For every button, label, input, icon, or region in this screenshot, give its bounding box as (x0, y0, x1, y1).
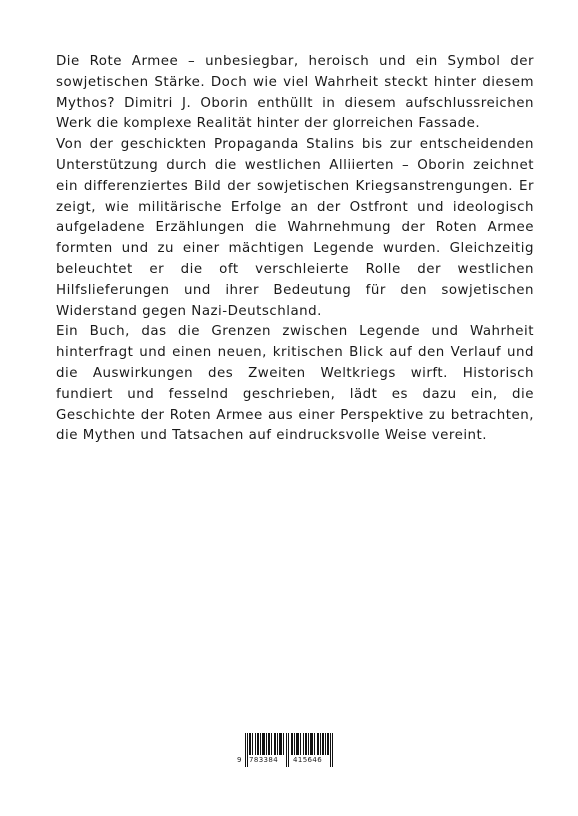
blurb-paragraph-3: Ein Buch, das die Grenzen zwischen Legende und Wahrheit hinterfragt und einen neuen, kritischen Blick auf den Verlauf und die Auswirkungen des Zweiten Weltkriegs wirft. Historisch fundiert und fesselnd geschrieben, lädt es dazu ein, die Geschichte der Roten Armee aus einer Perspektive zu betrachten, die Mythen und Tatsachen auf eindrucksvolle Weise vereint. (56, 324, 534, 444)
barcode-bars (237, 733, 341, 771)
isbn-barcode (237, 733, 341, 771)
barcode-first-digit: 9 (237, 756, 242, 764)
barcode-right-digits: 415646 (293, 756, 323, 764)
blurb-text (56, 52, 534, 447)
blurb-paragraph-1: Die Rote Armee – unbesiegbar, heroisch und ein Symbol der sowjetischen Stärke. Doch wie viel Wahrheit steckt hinter diesem Mythos? Dimitri J. Oborin enthüllt in diesem aufschlussreichen Werk die komplexe Realität hinter der glorreichen Fassade. (56, 54, 534, 132)
blurb-paragraph-2: Von der geschickten Propaganda Stalins bis zur entscheidenden Unterstützung durch die westlichen Alliierten – Oborin zeichnet ein differenziertes Bild der sowjetischen Kriegsanstrengungen. Er zeigt, wie militärische Erfolge an der Ostfront und ideologisch aufgeladene Erzählungen die Wahrnehmung der Roten Armee formten und zu einer mächtigen Legende wurden. Gleichzeitig beleuchtet er die oft verschleierte Rolle der westlichen Hilfslieferungen und ihrer Bedeutung für den sowjetischen Widerstand gegen Nazi-Deutschland. (56, 137, 534, 319)
barcode-left-digits: 783384 (249, 756, 279, 764)
